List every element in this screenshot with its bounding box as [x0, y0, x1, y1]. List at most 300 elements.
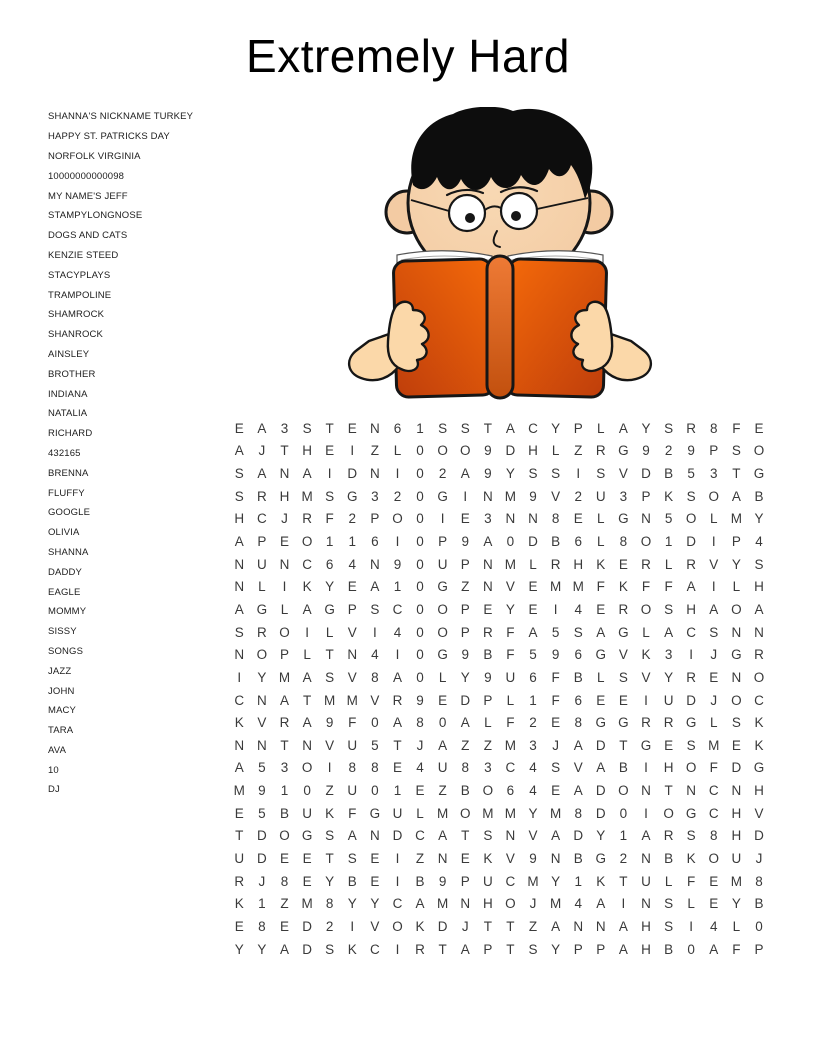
grid-letter: B [460, 783, 470, 799]
grid-letter: F [664, 579, 673, 595]
grid-letter: 8 [416, 715, 424, 731]
grid-letter: L [710, 511, 718, 527]
grid-letter: I [327, 466, 332, 482]
grid-letter: 1 [348, 534, 357, 550]
grid-letter: D [302, 918, 312, 934]
grid-letter: M [324, 692, 336, 708]
grid-letter: 3 [280, 420, 289, 436]
grid-letter: M [482, 805, 494, 821]
grid-letter: N [257, 737, 267, 753]
grid-letter: 1 [258, 896, 266, 912]
grid-letter: P [370, 511, 380, 527]
grid-letter: O [708, 850, 720, 866]
grid-letter: M [549, 896, 562, 912]
grid-letter: S [573, 624, 583, 640]
grid-letter: T [393, 737, 402, 753]
grid-letter: 0 [416, 488, 424, 504]
grid-letter: E [370, 850, 380, 866]
grid-letter: F [348, 715, 357, 731]
grid-letter: L [710, 715, 718, 731]
grid-letter: H [482, 896, 493, 912]
grid-letter: R [618, 601, 629, 617]
grid-letter: I [644, 760, 648, 776]
grid-letter: 9 [484, 669, 492, 685]
grid-letter: S [664, 601, 674, 617]
grid-letter: K [686, 850, 696, 866]
grid-letter: M [504, 556, 517, 572]
grid-letter: A [664, 624, 674, 640]
grid-letter: C [708, 783, 719, 799]
grid-letter: N [641, 783, 651, 799]
grid-letter: F [348, 805, 357, 821]
grid-letter: M [572, 579, 584, 595]
word-list-item: OLIVIA [48, 527, 80, 539]
grid-letter: 8 [710, 828, 718, 844]
grid-letter: A [234, 443, 244, 459]
grid-letter: E [302, 850, 312, 866]
grid-letter: N [234, 579, 245, 595]
grid-letter: D [257, 828, 267, 844]
grid-letter: E [279, 918, 289, 934]
grid-letter: H [754, 783, 764, 799]
grid-letter: U [234, 850, 245, 866]
grid-letter: Y [347, 896, 357, 912]
grid-letter: R [234, 873, 245, 889]
grid-letter: Y [257, 669, 267, 685]
grid-letter: B [618, 760, 628, 776]
grid-letter: 5 [687, 466, 695, 482]
grid-letter: R [595, 443, 606, 459]
grid-letter: N [482, 579, 493, 595]
grid-letter: V [370, 692, 380, 708]
grid-letter: C [302, 556, 312, 572]
grid-letter: O [301, 760, 313, 776]
grid-letter: I [372, 624, 377, 640]
grid-letter: T [664, 783, 673, 799]
grid-letter: 5 [371, 737, 379, 753]
grid-letter: 3 [484, 760, 492, 776]
grid-letter: E [370, 873, 380, 889]
grid-letter: V [551, 488, 561, 504]
grid-letter: Y [731, 896, 741, 912]
grid-letter: 3 [619, 488, 628, 504]
grid-letter: Z [461, 737, 470, 753]
grid-letter: L [280, 601, 289, 617]
grid-letter: 4 [529, 760, 537, 776]
grid-letter: O [482, 783, 494, 799]
grid-letter: C [392, 601, 403, 617]
grid-letter: T [619, 873, 628, 889]
grid-letter: O [708, 488, 720, 504]
grid-letter: 1 [416, 420, 424, 436]
grid-letter: I [237, 669, 242, 685]
grid-letter: P [709, 443, 719, 459]
grid-letter: S [551, 466, 561, 482]
grid-letter: 0 [371, 783, 379, 799]
grid-letter: M [504, 737, 517, 753]
grid-letter: C [505, 873, 516, 889]
grid-letter: C [686, 624, 697, 640]
grid-letter: V [641, 669, 651, 685]
grid-letter: Z [528, 918, 538, 934]
grid-letter: A [302, 601, 312, 617]
grid-letter: J [416, 737, 424, 753]
grid-letter: O [753, 669, 765, 685]
grid-letter: D [505, 443, 516, 459]
grid-letter: C [528, 420, 538, 436]
grid-letter: L [597, 511, 605, 527]
grid-letter: D [754, 828, 764, 844]
grid-letter: C [415, 828, 425, 844]
grid-letter: C [392, 896, 403, 912]
grid-letter: K [596, 556, 606, 572]
grid-letter: T [506, 941, 515, 957]
grid-letter: R [754, 647, 764, 663]
grid-letter: U [437, 760, 448, 776]
word-list-item: SONGS [48, 645, 84, 657]
grid-letter: R [641, 715, 651, 731]
grid-letter: 5 [258, 760, 266, 776]
grid-letter: R [663, 715, 674, 731]
grid-letter: E [234, 918, 244, 934]
grid-letter: D [595, 783, 606, 799]
grid-letter: 9 [551, 647, 560, 663]
grid-letter: E [483, 601, 493, 617]
grid-letter: P [731, 534, 741, 550]
grid-letter: V [505, 850, 515, 866]
grid-letter: F [709, 760, 718, 776]
word-list-item: DADDY [48, 566, 83, 578]
grid-letter: 5 [664, 511, 673, 527]
grid-letter: 5 [258, 805, 266, 821]
grid-letter: L [325, 624, 334, 640]
grid-letter: P [483, 941, 493, 957]
grid-letter: L [597, 669, 605, 685]
grid-letter: K [664, 488, 674, 504]
grid-letter: 8 [551, 511, 560, 527]
word-list-item: SHAMROCK [48, 309, 105, 321]
grid-letter: E [325, 443, 335, 459]
grid-letter: D [302, 941, 312, 957]
grid-letter: M [346, 692, 358, 708]
grid-letter: 0 [371, 715, 379, 731]
grid-letter: E [392, 760, 402, 776]
grid-letter: Y [505, 466, 515, 482]
grid-letter: L [529, 556, 537, 572]
grid-letter: V [347, 669, 357, 685]
grid-letter: N [234, 737, 245, 753]
grid-letter: A [709, 601, 719, 617]
grid-letter: N [437, 850, 448, 866]
grid-letter: S [234, 624, 244, 640]
grid-letter: L [258, 579, 266, 595]
grid-letter: 9 [642, 443, 650, 459]
grid-letter: 1 [280, 783, 289, 799]
grid-letter: 2 [664, 443, 673, 459]
grid-letter: K [415, 918, 425, 934]
grid-letter: A [618, 941, 628, 957]
grid-letter: 6 [393, 420, 402, 436]
word-list-item: STAMPYLONGNOSE [48, 210, 143, 222]
grid-letter: P [754, 941, 764, 957]
grid-letter: I [395, 534, 400, 550]
grid-letter: B [573, 669, 583, 685]
grid-letter: B [664, 941, 674, 957]
grid-letter: A [370, 579, 380, 595]
grid-letter: M [504, 805, 517, 821]
grid-letter: S [664, 896, 674, 912]
grid-letter: B [664, 850, 674, 866]
grid-letter: B [754, 488, 764, 504]
grid-letter: L [551, 443, 560, 459]
grid-letter: S [754, 556, 764, 572]
grid-letter: F [687, 873, 696, 889]
grid-letter: A [596, 896, 606, 912]
grid-letter: 4 [574, 601, 582, 617]
grid-letter: O [640, 601, 652, 617]
grid-letter: T [235, 828, 244, 844]
grid-letter: D [686, 692, 697, 708]
grid-letter: E [709, 896, 719, 912]
grid-letter: F [551, 692, 560, 708]
grid-letter: G [640, 737, 652, 753]
grid-letter: U [392, 805, 403, 821]
grid-letter: C [708, 805, 719, 821]
grid-letter: R [663, 828, 674, 844]
grid-letter: E [302, 873, 312, 889]
grid-letter: O [279, 624, 290, 640]
grid-letter: B [664, 466, 674, 482]
grid-letter: Y [528, 805, 538, 821]
grid-letter: I [711, 534, 716, 550]
grid-letter: J [710, 692, 718, 708]
grid-letter: A [596, 624, 606, 640]
grid-letter: 8 [280, 873, 289, 889]
word-list-item: GOOGLE [48, 507, 91, 519]
grid-letter: A [279, 941, 289, 957]
grid-letter: M [437, 805, 449, 821]
grid-letter: E [709, 669, 719, 685]
grid-letter: 1 [574, 873, 582, 889]
grid-letter: H [641, 941, 651, 957]
grid-letter: V [709, 556, 719, 572]
grid-letter: A [438, 828, 448, 844]
grid-letter: 6 [574, 692, 582, 708]
grid-letter: 8 [371, 669, 379, 685]
grid-letter: E [460, 850, 470, 866]
grid-letter: L [664, 556, 673, 572]
grid-letter: G [595, 715, 607, 731]
grid-letter: S [234, 466, 244, 482]
grid-letter: E [528, 601, 538, 617]
grid-letter: P [573, 941, 583, 957]
grid-letter: N [482, 556, 493, 572]
grid-letter: D [686, 534, 697, 550]
grid-letter: A [302, 466, 312, 482]
grid-letter: O [301, 534, 313, 550]
grid-letter: I [305, 624, 309, 640]
grid-letter: K [234, 896, 244, 912]
grid-letter: D [641, 466, 651, 482]
grid-letter: J [710, 647, 718, 663]
grid-letter: S [528, 941, 538, 957]
grid-letter: T [506, 918, 515, 934]
grid-letter: 9 [461, 534, 469, 550]
grid-letter: E [279, 850, 289, 866]
grid-letter: D [595, 805, 606, 821]
grid-letter: 9 [258, 783, 266, 799]
grid-letter: 9 [393, 556, 402, 572]
grid-letter: N [754, 624, 764, 640]
word-list-item: MY NAME'S JEFF [48, 190, 128, 202]
grid-letter: U [663, 692, 674, 708]
grid-letter: E [528, 579, 538, 595]
word-list-item: STACYPLAYS [48, 269, 111, 281]
grid-letter: Y [641, 420, 651, 436]
grid-letter: I [350, 443, 355, 459]
grid-letter: S [528, 466, 538, 482]
grid-letter: I [350, 918, 355, 934]
grid-letter: G [618, 443, 629, 459]
grid-letter: N [369, 828, 380, 844]
grid-letter: 1 [393, 579, 402, 595]
grid-letter: R [257, 488, 267, 504]
glasses-left-lens [449, 195, 485, 231]
grid-letter: O [459, 805, 471, 821]
grid-letter: V [257, 715, 267, 731]
grid-letter: U [641, 873, 651, 889]
word-list-item: NATALIA [48, 408, 88, 420]
grid-letter: L [597, 420, 605, 436]
grid-letter: 0 [416, 534, 424, 550]
word-list-item: SHANNA'S NICKNAME TURKEY [48, 111, 194, 123]
grid-letter: M [730, 511, 742, 527]
grid-letter: R [415, 941, 425, 957]
grid-letter: G [753, 760, 765, 776]
grid-letter: S [302, 420, 312, 436]
grid-letter: O [392, 511, 403, 527]
glasses-right-lens [501, 193, 537, 229]
grid-letter: K [483, 850, 493, 866]
grid-letter: N [279, 556, 290, 572]
grid-letter: P [573, 420, 583, 436]
grid-letter: O [731, 601, 742, 617]
grid-letter: L [732, 579, 741, 595]
grid-letter: 8 [348, 760, 357, 776]
grid-letter: G [437, 579, 448, 595]
grid-letter: A [483, 534, 493, 550]
grid-letter: 6 [371, 534, 379, 550]
grid-letter: A [641, 828, 651, 844]
grid-letter: S [686, 737, 696, 753]
left-pupil [465, 213, 475, 223]
grid-letter: 0 [416, 624, 424, 640]
grid-letter: U [257, 556, 267, 572]
grid-letter: A [573, 783, 583, 799]
grid-letter: 6 [529, 669, 537, 685]
grid-letter: 0 [416, 669, 424, 685]
grid-letter: E [460, 511, 470, 527]
grid-letter: S [551, 760, 561, 776]
grid-letter: Y [460, 669, 470, 685]
grid-letter: S [325, 488, 335, 504]
grid-letter: 0 [506, 534, 515, 550]
grid-letter: A [551, 918, 561, 934]
grid-letter: H [731, 828, 742, 844]
grid-letter: Z [574, 443, 583, 459]
grid-letter: O [392, 918, 403, 934]
grid-letter: 9 [438, 873, 447, 889]
grid-letter: A [460, 941, 470, 957]
grid-letter: Y [596, 828, 606, 844]
grid-letter: 9 [416, 692, 424, 708]
grid-letter: 0 [416, 647, 424, 663]
grid-letter: 8 [461, 760, 469, 776]
grid-letter: S [686, 488, 696, 504]
grid-letter: E [664, 737, 674, 753]
grid-letter: F [641, 579, 651, 595]
grid-letter: 0 [687, 941, 695, 957]
grid-letter: K [754, 715, 764, 731]
grid-letter: E [551, 715, 561, 731]
grid-letter: E [709, 873, 719, 889]
grid-letter: H [686, 601, 697, 617]
grid-letter: I [621, 896, 626, 912]
word-list-item: 432165 [48, 447, 81, 459]
grid-letter: U [302, 805, 312, 821]
grid-letter: P [279, 647, 289, 663]
grid-letter: E [415, 783, 425, 799]
grid-letter: E [754, 420, 764, 436]
grid-letter: M [549, 579, 562, 595]
grid-letter: D [731, 760, 742, 776]
grid-letter: 2 [325, 918, 334, 934]
grid-letter: K [347, 941, 357, 957]
grid-letter: R [279, 715, 290, 731]
grid-letter: S [731, 715, 741, 731]
grid-letter: Y [551, 941, 561, 957]
grid-letter: D [347, 466, 358, 482]
grid-letter: B [415, 873, 425, 889]
grid-letter: Y [551, 420, 561, 436]
grid-letter: L [393, 443, 402, 459]
grid-letter: C [234, 692, 245, 708]
grid-letter: T [325, 850, 334, 866]
grid-letter: Y [325, 873, 335, 889]
grid-letter: P [460, 601, 470, 617]
grid-letter: H [641, 918, 651, 934]
grid-letter: K [618, 579, 628, 595]
grid-letter: S [370, 601, 380, 617]
grid-letter: A [528, 624, 538, 640]
grid-letter: 8 [258, 918, 266, 934]
grid-letter: 2 [438, 466, 447, 482]
grid-letter: C [257, 511, 267, 527]
grid-letter: N [731, 624, 742, 640]
grid-letter: N [731, 783, 742, 799]
grid-letter: I [576, 466, 581, 482]
grid-letter: A [573, 737, 583, 753]
grid-letter: A [302, 715, 312, 731]
grid-letter: G [256, 601, 268, 617]
grid-letter: S [596, 466, 606, 482]
grid-letter: D [257, 850, 267, 866]
grid-letter: O [256, 647, 268, 663]
word-list-item: MACY [48, 705, 77, 717]
grid-letter: Y [754, 511, 764, 527]
grid-letter: A [596, 760, 606, 776]
grid-letter: K [325, 805, 335, 821]
